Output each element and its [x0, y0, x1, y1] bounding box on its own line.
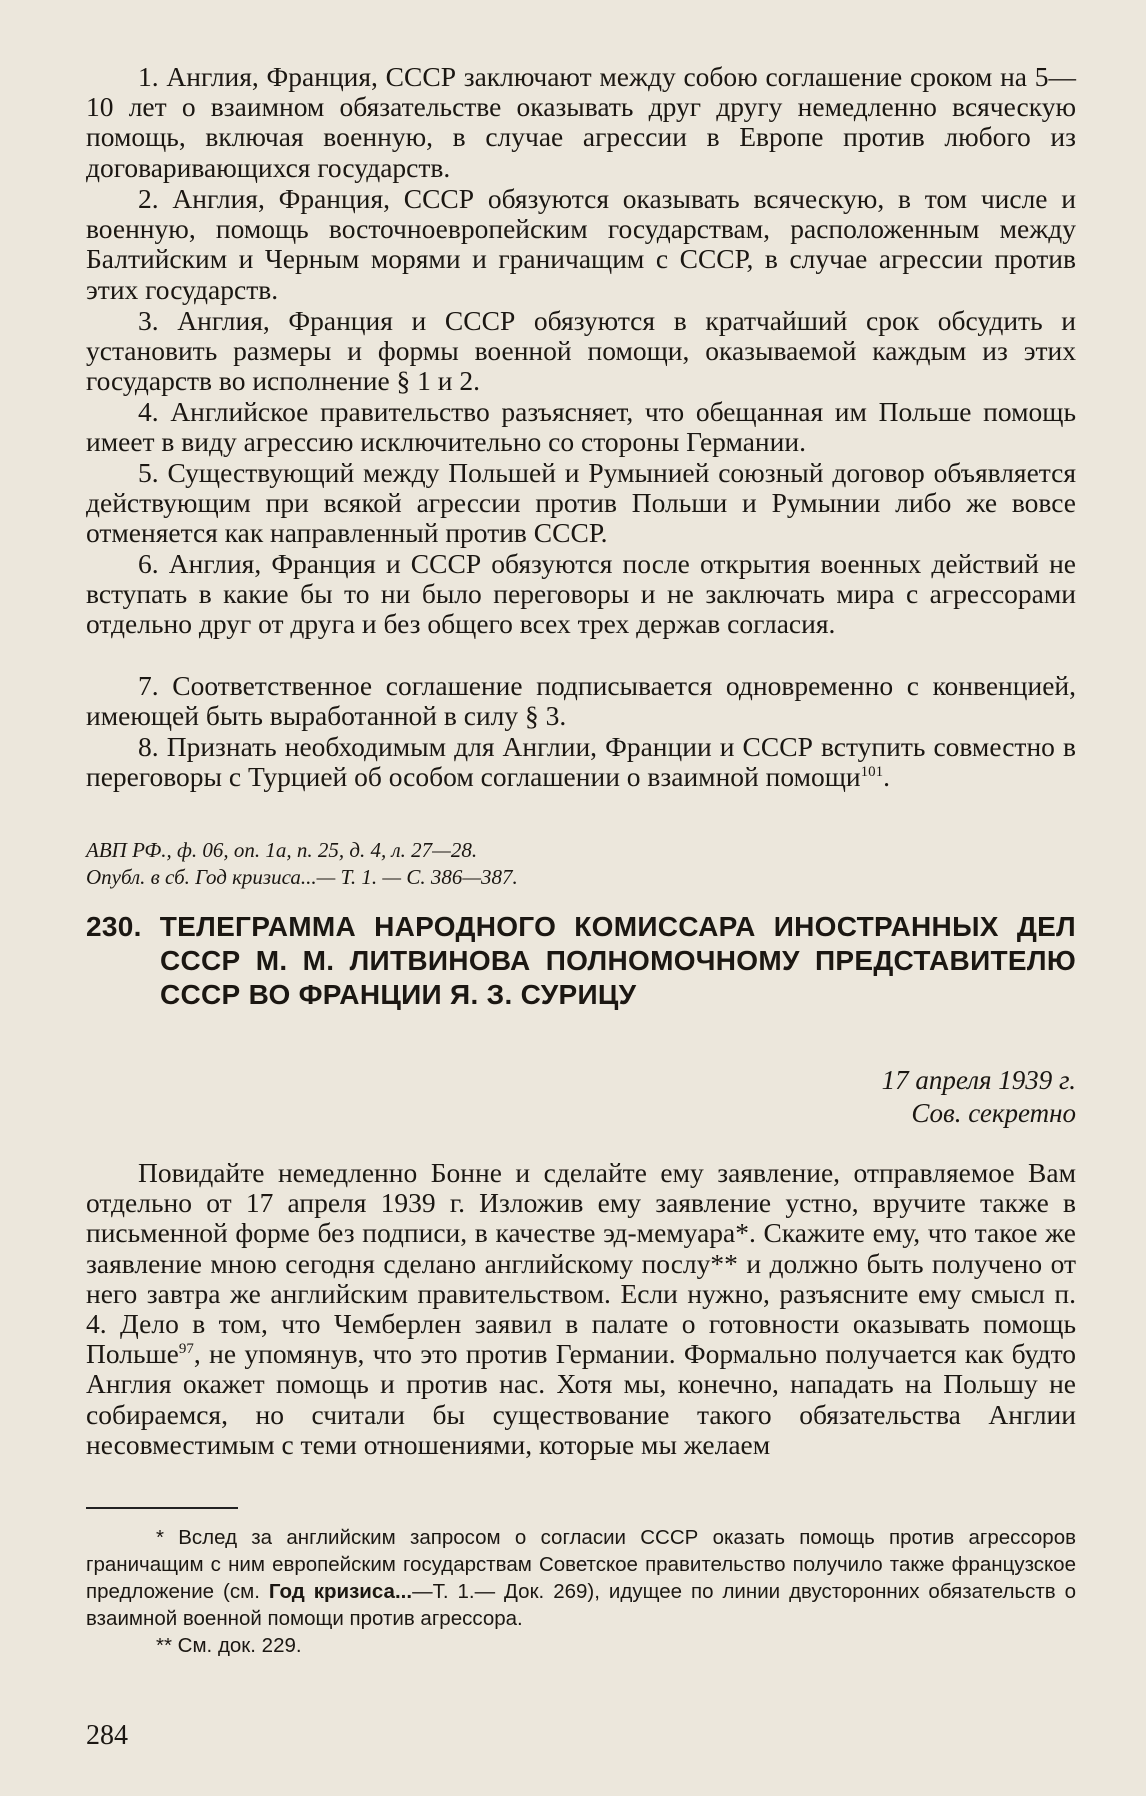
telegram-footnote-ref: 97: [178, 1341, 194, 1358]
point-8-text: 8. Признать необходимым для Англии, Франции и СССР вступить совместно в переговоры с Турцией об особом соглашении о взаимной помощи: [86, 731, 1076, 793]
telegram-body-part2: , не упомянув, что это против Германии. Формально получается как будто Англия окажет помощь и против нас. Хотя мы, конечно, нападать на Польшу не собираемся, но считали бы существование такого обязательства Англии несовместимым с теми отношениями, которые мы желаем: [86, 1338, 1076, 1460]
footnote-2: ** См. док. 229.: [156, 1634, 302, 1657]
classification-mark: Сов. секретно: [911, 1098, 1076, 1128]
point-2: 2. Англия, Франция, СССР обязуются оказывать всяческую, в том числе и военную, помощь восточноевропейским государствам, расположенным между Балтийским и Черным морями и граничащим с СССР, в случае агрессии против этих государств.: [86, 183, 1076, 305]
point-1: 1. Англия, Франция, СССР заключают между собою соглашение сроком на 5—10 лет о взаимном обязательстве оказывать друг другу немедленно всяческую помощь, включая военную, в случае агрессии в Европе против любого из договаривающихся государств.: [86, 61, 1076, 183]
point-8-footnote-ref: 101: [860, 764, 884, 781]
footnote-1: [86, 1524, 1076, 1632]
footnote-divider: [86, 1507, 238, 1509]
point-3: 3. Англия, Франция и СССР обязуются в кратчайший срок обсудить и установить размеры и формы военной помощи, оказываемой каждым из этих государств во исполнение § 1 и 2.: [86, 305, 1076, 397]
footnote-1-text-end: —Т. 1.— Док. 269), идущее по линии двусторонних обязательств о взаимной военной помощи против агрессора.: [86, 1580, 1077, 1630]
footnote-1-bold-title: Год кризиса...: [268, 1580, 413, 1603]
document-date: 17 апреля 1939 г.: [881, 1065, 1076, 1095]
point-8: [86, 732, 1076, 792]
archive-reference: АВП РФ., ф. 06, оп. 1а, п. 25, д. 4, л. 27—28.: [86, 838, 478, 862]
footnote-1-text: * Вслед за английским запросом о согласии СССР оказать помощь против агрессоров граничащим с ним европейским государствам Советское правительство получило также французское предложение (см.: [86, 1526, 1076, 1603]
point-7: 7. Соответственное соглашение подписывается одновременно с конвенцией, имеющей быть выработанной в силу § 3.: [86, 670, 1076, 732]
telegram-body: [86, 1158, 1076, 1460]
point-4: 4. Английское правительство разъясняет, что обещанная им Польше помощь имеет в виду агрессию исключительно со стороны Германии.: [86, 396, 1076, 458]
telegram-body-part1: Повидайте немедленно Бонне и сделайте ему заявление, отправляемое Вам отдельно от 17 апреля 1939 г. Изложив ему заявление устно, вручите также в письменной форме без подписи, в качестве эд-мемуара*. Скажите ему, что такое же заявление мною сегодня сделано английскому послу** и должно быть получено от него завтра же английским правительством. Если нужно, разъясните ему смысл п. 4. Дело в том, что Чемберлен заявил в палате о готовности оказывать помощь Польше: [86, 1157, 1076, 1370]
page-number: 284: [86, 1720, 128, 1751]
document-heading: 230. ТЕЛЕГРАММА НАРОДНОГО КОМИССАРА ИНОСТРАННЫХ ДЕЛ СССР М. М. ЛИТВИНОВА ПОЛНОМОЧНОМУ ПРЕДСТАВИТЕЛЮ СССР ВО ФРАНЦИИ Я. З. СУРИЦУ: [86, 911, 1076, 1010]
point-5: 5. Существующий между Польшей и Румынией союзный договор объявляется действующим при всякой агрессии против Польши и Румынии либо же вовсе отменяется как направленный против СССР.: [86, 457, 1076, 549]
point-6: 6. Англия, Франция и СССР обязуются после открытия военных действий не вступать в какие бы то ни было переговоры и не заключать мира с агрессорами отдельно друг от друга и без общего всех трех держав согласия.: [86, 548, 1076, 640]
point-8-end: .: [883, 761, 891, 793]
publication-reference: Опубл. в сб. Год кризиса...— Т. 1. — С. 386—387.: [86, 865, 518, 889]
